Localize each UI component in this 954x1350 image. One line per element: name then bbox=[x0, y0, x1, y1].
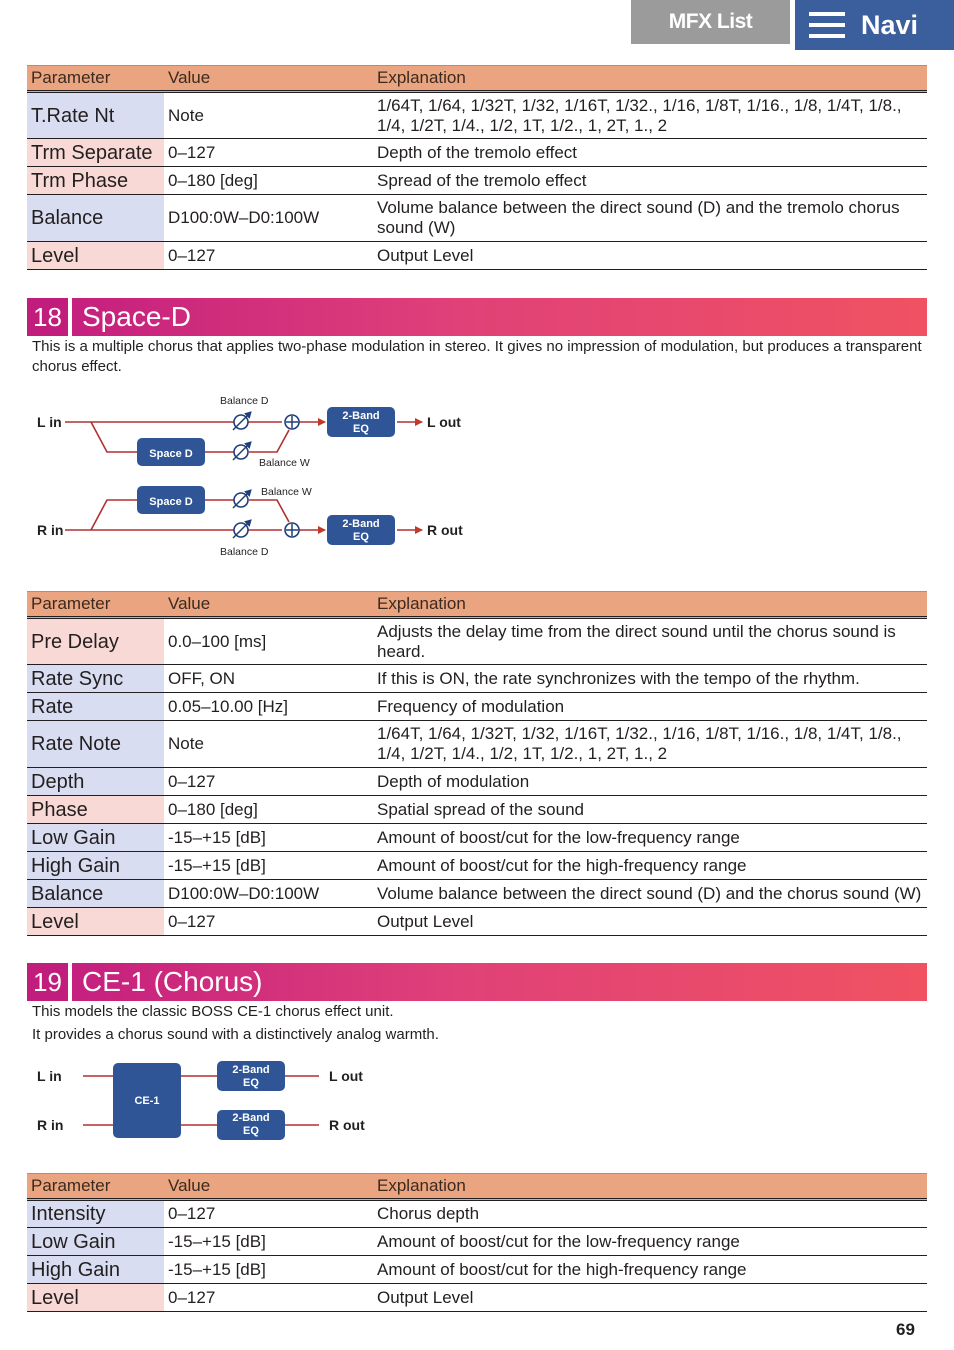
table-header-row bbox=[27, 592, 927, 618]
parameter-name-cell: Low Gain bbox=[27, 824, 164, 852]
parameter-value-cell: 0.0–100 [ms] bbox=[164, 618, 373, 665]
parameter-value-cell: 0–127 bbox=[164, 768, 373, 796]
table-row bbox=[27, 824, 927, 852]
header-explanation: Explanation bbox=[373, 66, 927, 92]
table-row bbox=[27, 1200, 927, 1228]
parameter-explanation-cell: Amount of boost/cut for the high-frequency range bbox=[373, 852, 927, 880]
table-header-row bbox=[27, 66, 927, 92]
parameter-value-cell: 0.05–10.00 [Hz] bbox=[164, 693, 373, 721]
parameter-explanation-cell: Chorus depth bbox=[373, 1200, 927, 1228]
parameter-name-cell: Balance bbox=[27, 880, 164, 908]
ce-1-parameter-table bbox=[27, 1173, 927, 1312]
table-row bbox=[27, 1284, 927, 1312]
parameter-explanation-cell: Amount of boost/cut for the low-frequency range bbox=[373, 1228, 927, 1256]
parameter-explanation-cell: 1/64T, 1/64, 1/32T, 1/32, 1/16T, 1/32., 1/16, 1/8T, 1/16., 1/8, 1/4T, 1/8., 1/4, 1/2T, 1/4., 1/2, 1T, 1/2., 1, 2T, 1., 2 bbox=[373, 92, 927, 139]
ce-1-signal-diagram bbox=[27, 1055, 407, 1150]
eq-label-r-2: EQ bbox=[353, 531, 369, 543]
ce-1-label: CE-1 bbox=[134, 1095, 160, 1107]
hamburger-menu-icon bbox=[809, 12, 845, 38]
parameter-value-cell: Note bbox=[164, 92, 373, 139]
parameter-name-cell: T.Rate Nt bbox=[27, 92, 164, 139]
parameter-explanation-cell: Depth of the tremolo effect bbox=[373, 139, 927, 167]
header-value: Value bbox=[164, 66, 373, 92]
balance-d-label-r: Balance D bbox=[220, 546, 269, 558]
r-out-label: R out bbox=[427, 522, 463, 538]
parameter-name-cell: Low Gain bbox=[27, 1228, 164, 1256]
parameter-value-cell: -15–+15 [dB] bbox=[164, 852, 373, 880]
table-row bbox=[27, 242, 927, 270]
parameter-name-cell: Phase bbox=[27, 796, 164, 824]
parameter-name-cell: Level bbox=[27, 1284, 164, 1312]
parameter-name-cell: Rate Note bbox=[27, 721, 164, 768]
balance-w-label-r: Balance W bbox=[261, 486, 312, 498]
l-in-label: L in bbox=[37, 1068, 62, 1084]
navi-label: Navi bbox=[861, 9, 919, 40]
eq-label-l-1: 2-Band bbox=[232, 1064, 270, 1076]
parameter-explanation-cell: Adjusts the delay time from the direct sound until the chorus sound is heard. bbox=[373, 618, 927, 665]
parameter-value-cell: D100:0W–D0:100W bbox=[164, 195, 373, 242]
space-d-label-l: Space D bbox=[149, 448, 193, 460]
eq-label-l-2: EQ bbox=[353, 423, 369, 435]
section-title: Space-D bbox=[72, 298, 927, 336]
header-value: Value bbox=[164, 1174, 373, 1200]
l-out-label: L out bbox=[329, 1068, 363, 1084]
section-description-2: It provides a chorus sound with a distinctively analog warmth. bbox=[32, 1026, 439, 1043]
eq-label-r-1: 2-Band bbox=[232, 1112, 270, 1124]
parameter-name-cell: High Gain bbox=[27, 852, 164, 880]
parameter-name-cell: Rate Sync bbox=[27, 665, 164, 693]
parameter-explanation-cell: 1/64T, 1/64, 1/32T, 1/32, 1/16T, 1/32., 1/16, 1/8T, 1/16., 1/8, 1/4T, 1/8., 1/4, 1/2T, 1/4., 1/2, 1T, 1/2., 1, 2T, 1., 2 bbox=[373, 721, 927, 768]
table-row bbox=[27, 167, 927, 195]
space-d-signal-diagram bbox=[27, 385, 487, 570]
section-description-1: This models the classic BOSS CE-1 chorus effect unit. bbox=[32, 1003, 394, 1020]
parameter-explanation-cell: Volume balance between the direct sound (D) and the tremolo chorus sound (W) bbox=[373, 195, 927, 242]
parameter-explanation-cell: Volume balance between the direct sound (D) and the chorus sound (W) bbox=[373, 880, 927, 908]
parameter-explanation-cell: Output Level bbox=[373, 1284, 927, 1312]
mfx-list-button[interactable]: MFX List bbox=[631, 0, 790, 44]
l-in-label: L in bbox=[37, 414, 62, 430]
section-number: 18 bbox=[27, 298, 68, 336]
table-row bbox=[27, 1228, 927, 1256]
parameter-name-cell: Level bbox=[27, 242, 164, 270]
parameter-value-cell: Note bbox=[164, 721, 373, 768]
parameter-name-cell: Trm Phase bbox=[27, 167, 164, 195]
parameter-name-cell: Balance bbox=[27, 195, 164, 242]
table-row bbox=[27, 768, 927, 796]
parameter-explanation-cell: Spread of the tremolo effect bbox=[373, 167, 927, 195]
parameter-name-cell: Rate bbox=[27, 693, 164, 721]
table-row bbox=[27, 92, 927, 139]
parameter-value-cell: 0–127 bbox=[164, 1284, 373, 1312]
parameter-explanation-cell: If this is ON, the rate synchronizes with the tempo of the rhythm. bbox=[373, 665, 927, 693]
parameter-explanation-cell: Spatial spread of the sound bbox=[373, 796, 927, 824]
parameter-name-cell: Pre Delay bbox=[27, 618, 164, 665]
table-row bbox=[27, 195, 927, 242]
eq-label-l-2: EQ bbox=[243, 1077, 259, 1089]
header-parameter: Parameter bbox=[27, 66, 164, 92]
parameter-value-cell: D100:0W–D0:100W bbox=[164, 880, 373, 908]
header-explanation: Explanation bbox=[373, 592, 927, 618]
table-row bbox=[27, 139, 927, 167]
parameter-value-cell: 0–127 bbox=[164, 908, 373, 936]
page-number: 69 bbox=[896, 1320, 915, 1339]
header-value: Value bbox=[164, 592, 373, 618]
balance-d-label-l: Balance D bbox=[220, 395, 269, 407]
parameter-value-cell: 0–180 [deg] bbox=[164, 167, 373, 195]
table-row bbox=[27, 880, 927, 908]
r-in-label: R in bbox=[37, 1117, 64, 1133]
table-row bbox=[27, 693, 927, 721]
parameter-value-cell: 0–127 bbox=[164, 1200, 373, 1228]
parameter-value-cell: OFF, ON bbox=[164, 665, 373, 693]
table-header-row bbox=[27, 1174, 927, 1200]
parameter-name-cell: Trm Separate bbox=[27, 139, 164, 167]
navi-button[interactable] bbox=[795, 0, 954, 50]
parameter-name-cell: High Gain bbox=[27, 1256, 164, 1284]
table-row bbox=[27, 665, 927, 693]
l-out-label: L out bbox=[427, 414, 461, 430]
parameter-value-cell: 0–180 [deg] bbox=[164, 796, 373, 824]
header-explanation: Explanation bbox=[373, 1174, 927, 1200]
eq-label-r-1: 2-Band bbox=[342, 518, 380, 530]
section-header-ce-1 bbox=[27, 963, 927, 1001]
parameter-explanation-cell: Amount of boost/cut for the low-frequency range bbox=[373, 824, 927, 852]
r-out-label: R out bbox=[329, 1117, 365, 1133]
parameter-explanation-cell: Depth of modulation bbox=[373, 768, 927, 796]
section-number: 19 bbox=[27, 963, 68, 1001]
table-row bbox=[27, 796, 927, 824]
parameter-explanation-cell: Output Level bbox=[373, 242, 927, 270]
balance-w-label-l: Balance W bbox=[259, 457, 310, 469]
parameter-value-cell: -15–+15 [dB] bbox=[164, 1228, 373, 1256]
parameter-explanation-cell: Amount of boost/cut for the high-frequency range bbox=[373, 1256, 927, 1284]
header-parameter: Parameter bbox=[27, 592, 164, 618]
parameter-value-cell: -15–+15 [dB] bbox=[164, 1256, 373, 1284]
parameter-value-cell: -15–+15 [dB] bbox=[164, 824, 373, 852]
table-row bbox=[27, 852, 927, 880]
section-title: CE-1 (Chorus) bbox=[72, 963, 927, 1001]
table-row bbox=[27, 618, 927, 665]
parameter-value-cell: 0–127 bbox=[164, 139, 373, 167]
parameter-name-cell: Depth bbox=[27, 768, 164, 796]
eq-label-l-1: 2-Band bbox=[342, 410, 380, 422]
space-d-parameter-table bbox=[27, 591, 927, 936]
parameter-value-cell: 0–127 bbox=[164, 242, 373, 270]
header-parameter: Parameter bbox=[27, 1174, 164, 1200]
section-description: This is a multiple chorus that applies two-phase modulation in stereo. It gives no impression of modulation, but produces a transparent chorus effect. bbox=[32, 338, 922, 375]
table-row bbox=[27, 1256, 927, 1284]
parameter-explanation-cell: Frequency of modulation bbox=[373, 693, 927, 721]
parameter-table-continued bbox=[27, 65, 927, 270]
table-row bbox=[27, 908, 927, 936]
eq-label-r-2: EQ bbox=[243, 1125, 259, 1137]
parameter-name-cell: Intensity bbox=[27, 1200, 164, 1228]
space-d-label-r: Space D bbox=[149, 496, 193, 508]
r-in-label: R in bbox=[37, 522, 64, 538]
section-header-space-d bbox=[27, 298, 927, 336]
table-row bbox=[27, 721, 927, 768]
parameter-name-cell: Level bbox=[27, 908, 164, 936]
parameter-explanation-cell: Output Level bbox=[373, 908, 927, 936]
